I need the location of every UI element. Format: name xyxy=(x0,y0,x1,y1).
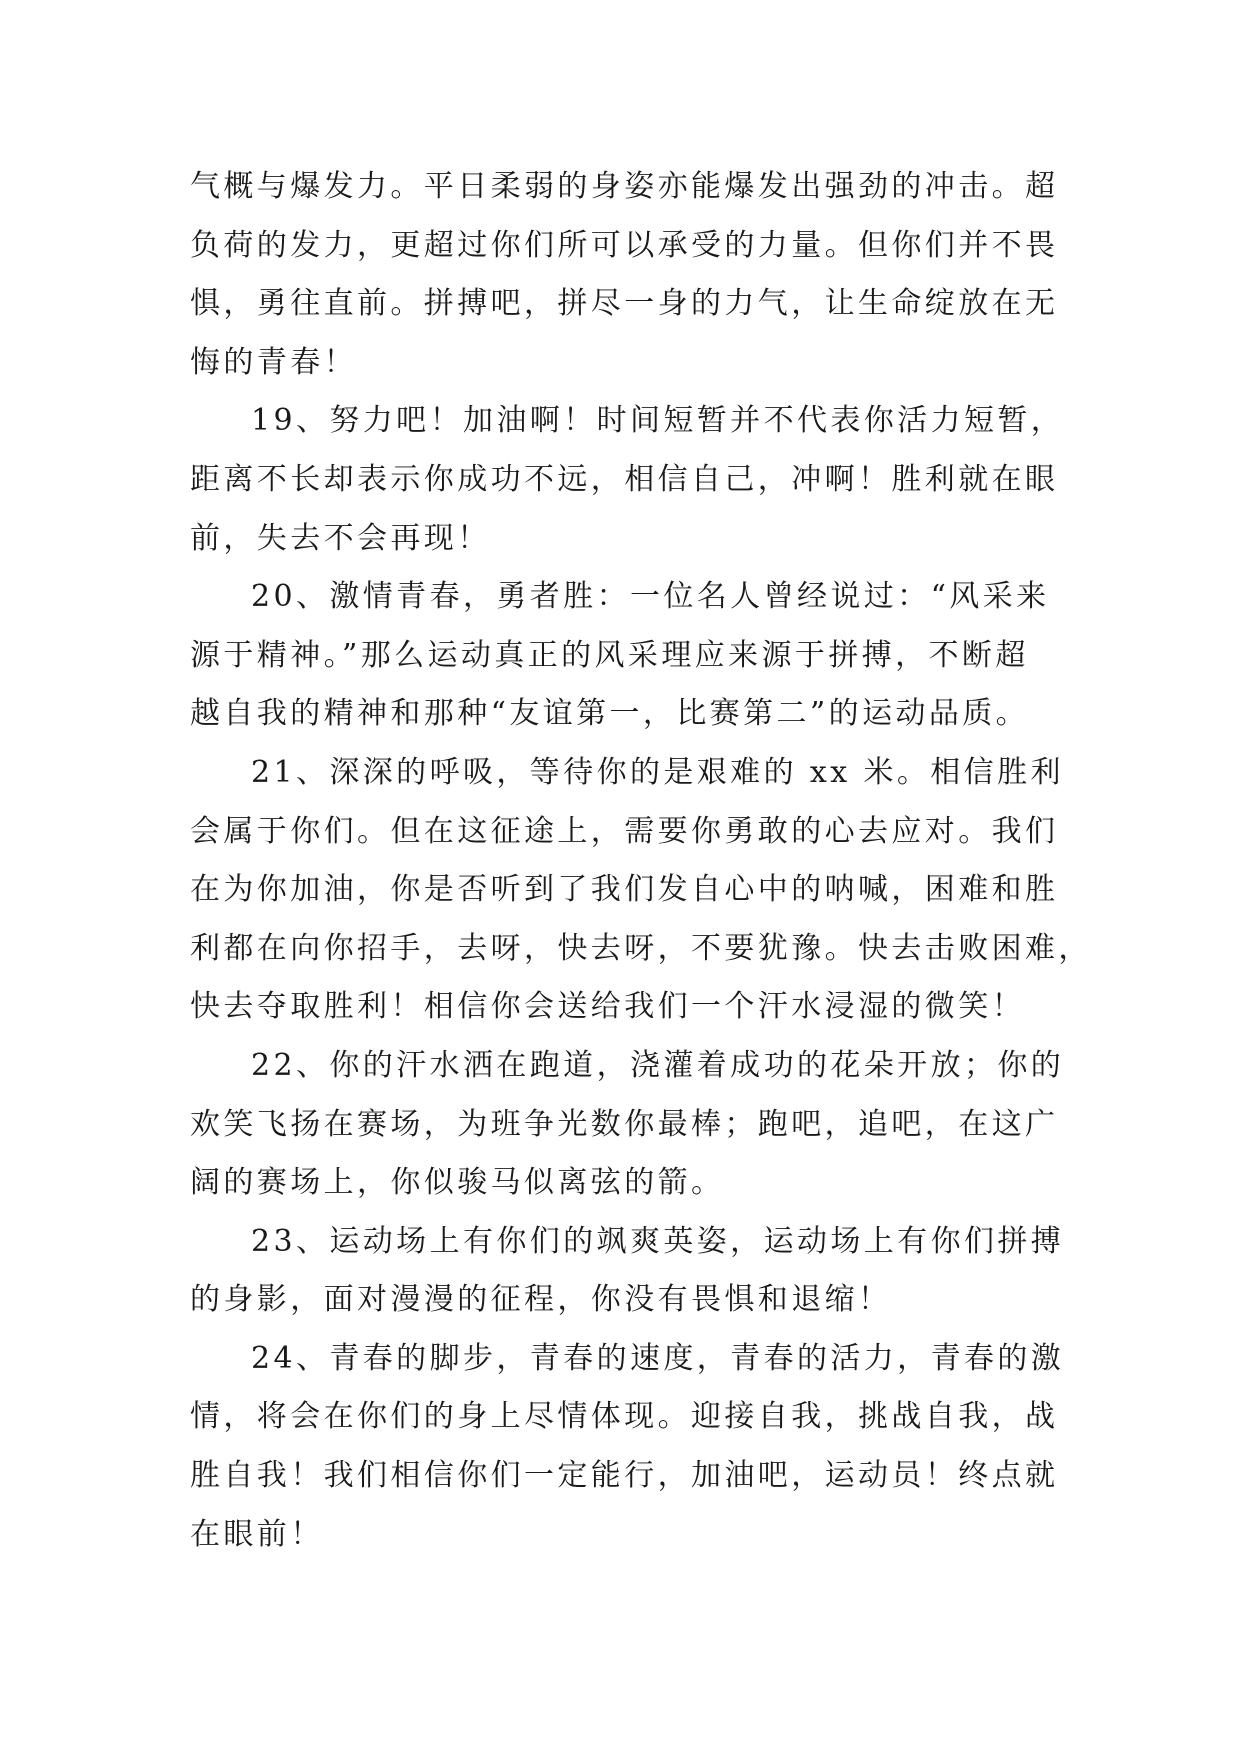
paragraph-24-start: 24、青春的脚步，青春的速度，青春的活力，青春的激 xyxy=(251,1340,1065,1376)
text-line: 前，失去不会再现！ xyxy=(190,520,491,556)
text-line: 距离不长却表示你成功不远，相信自己，冲啊！胜利就在眼 xyxy=(190,461,1059,497)
text-line: 利都在向你招手，去呀，快去呀，不要犹豫。快去击败困难， xyxy=(190,930,1092,966)
text-line: 负荷的发力，更超过你们所可以承受的力量。但你们并不畏 xyxy=(190,227,1059,263)
text-line: 阔的赛场上，你似骏马似离弦的箭。 xyxy=(190,1165,725,1201)
text-line: 胜自我！我们相信你们一定能行，加油吧，运动员！终点就 xyxy=(190,1458,1059,1494)
text-line: 越自我的精神和那种“友谊第一，比赛第二”的运动品质。 xyxy=(190,696,1030,732)
text-line: 悔的青春！ xyxy=(190,344,357,380)
text-line: 惧，勇往直前。拼搏吧，拼尽一身的力气，让生命绽放在无 xyxy=(190,286,1059,322)
paragraph-19-start: 19、努力吧！加油啊！时间短暂并不代表你活力短暂， xyxy=(251,403,1065,439)
text-line: 源于精神。”那么运动真正的风采理应来源于拼搏，不断超 xyxy=(190,637,1029,673)
text-line: 欢笑飞扬在赛场，为班争光数你最棒；跑吧，追吧，在这广 xyxy=(190,1106,1059,1142)
paragraph-20-start: 20、激情青春，勇者胜：一位名人曾经说过：“风采来 xyxy=(251,579,1050,615)
paragraph-22-start: 22、你的汗水洒在跑道，浇灌着成功的花朵开放；你的 xyxy=(251,1047,1065,1083)
paragraph-21-start: 21、深深的呼吸，等待你的是艰难的 xx 米。相信胜利 xyxy=(251,754,1064,790)
text-line: 快去夺取胜利！相信你会送给我们一个汗水浸湿的微笑！ xyxy=(190,989,1025,1025)
text-line: 在为你加油，你是否听到了我们发自心中的呐喊，困难和胜 xyxy=(190,872,1059,908)
text-line: 在眼前！ xyxy=(190,1516,324,1552)
text-line: 气概与爆发力。平日柔弱的身姿亦能爆发出强劲的冲击。超 xyxy=(190,169,1059,204)
text-line: 的身影，面对漫漫的征程，你没有畏惧和退缩！ xyxy=(190,1282,892,1318)
text-line: 会属于你们。但在这征途上，需要你勇敢的心去应对。我们 xyxy=(190,813,1059,849)
text-line: 情，将会在你们的身上尽情体现。迎接自我，挑战自我，战 xyxy=(190,1399,1059,1435)
paragraph-23-start: 23、运动场上有你们的飒爽英姿，运动场上有你们拼搏 xyxy=(251,1223,1065,1259)
document-body xyxy=(190,158,1092,1564)
